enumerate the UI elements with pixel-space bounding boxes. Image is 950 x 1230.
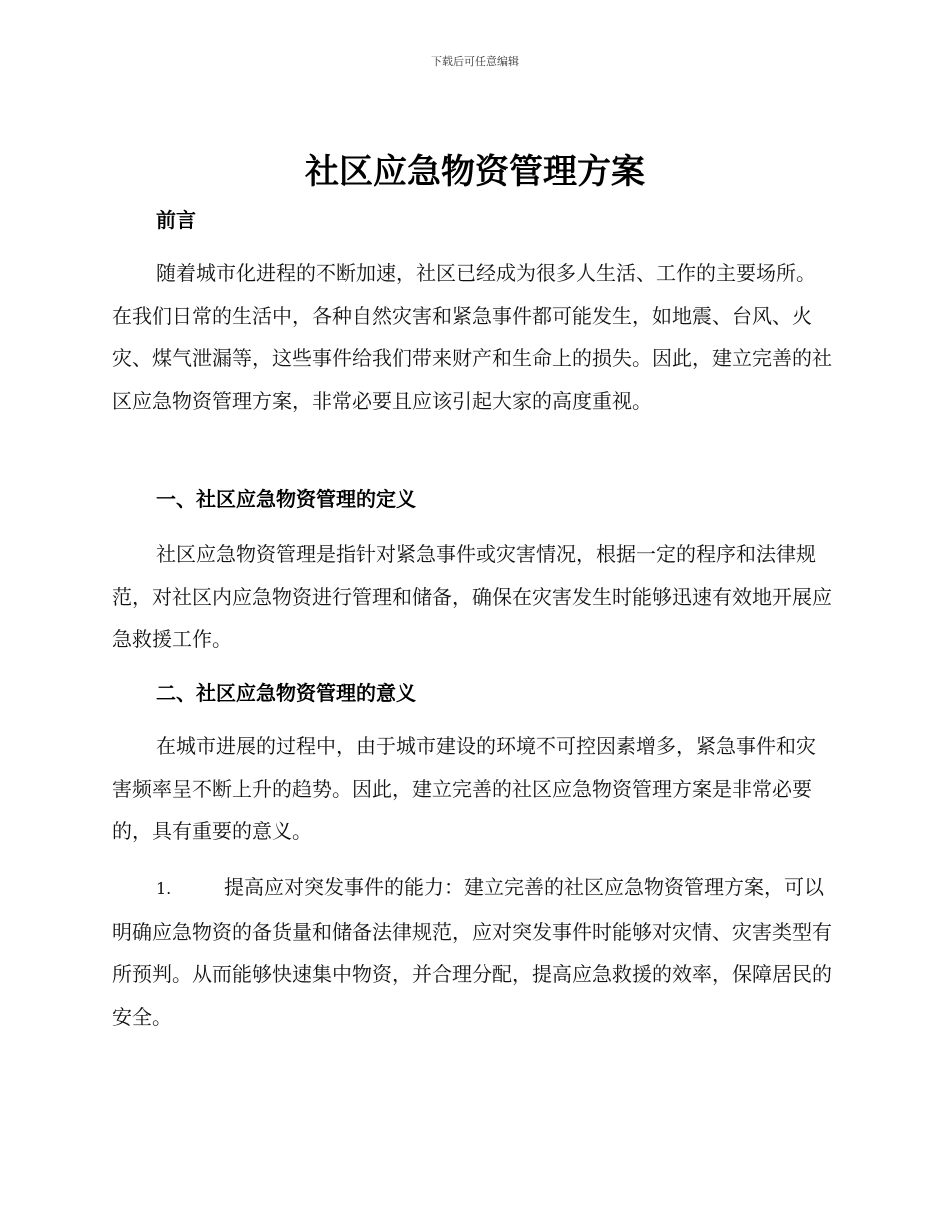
section1-heading: 一、社区应急物资管理的定义	[156, 487, 416, 511]
document-title: 社区应急物资管理方案	[305, 152, 645, 192]
page-header-note: 下载后可任意编辑	[431, 55, 519, 68]
preface-heading: 前言	[156, 208, 196, 232]
list-item-text: 提高应对突发事件的能力：建立完善的社区应急物资管理方案，可以明确应急物资的备货量和储备法律规范，应对突发事件时能够对灾情、灾害类型有所预判。从而能够快速集中物资，并合理分配，提高应急救援的效率，保障居民的安全。	[112, 875, 832, 1029]
list-item-number: 1.	[156, 879, 172, 898]
section1-paragraph: 社区应急物资管理是指针对紧急事件或灾害情况，根据一定的程序和法律规范，对社区内应急物资进行管理和储备，确保在灾害发生时能够迅速有效地开展应急救援工作。	[112, 542, 832, 651]
preface-paragraph: 随着城市化进程的不断加速，社区已经成为很多人生活、工作的主要场所。在我们日常的生活中，各种自然灾害和紧急事件都可能发生，如地震、台风、火灾、煤气泄漏等，这些事件给我们带来财产和生命上的损失。因此，建立完善的社区应急物资管理方案，非常必要且应该引起大家的高度重视。	[112, 261, 832, 413]
section2-heading: 二、社区应急物资管理的意义	[156, 681, 416, 705]
section2-paragraph: 在城市进展的过程中，由于城市建设的环境不可控因素增多，紧急事件和灾害频率呈不断上升的趋势。因此，建立完善的社区应急物资管理方案是非常必要的，具有重要的意义。	[112, 734, 816, 843]
list-item	[112, 866, 832, 1038]
